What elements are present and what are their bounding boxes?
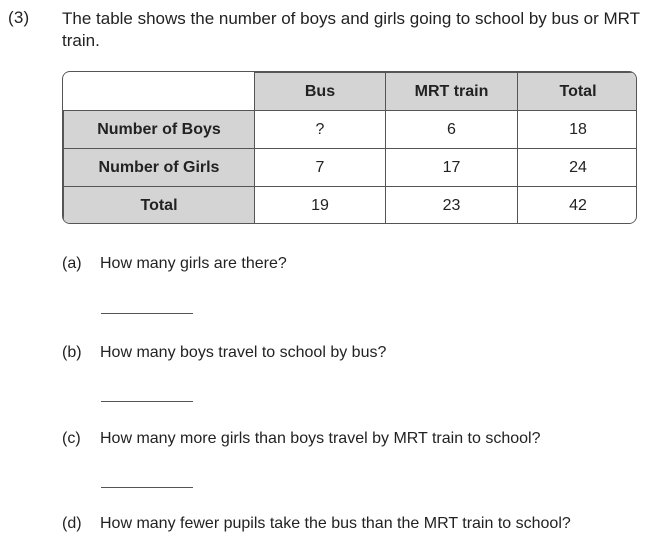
part-d-label: (d) xyxy=(62,515,82,532)
cell-total-mrt: 23 xyxy=(386,187,518,225)
header-total: Total xyxy=(518,73,638,111)
row-label-total: Total xyxy=(64,187,255,225)
cell-boys-bus: ? xyxy=(255,111,386,149)
cell-total-total: 42 xyxy=(518,187,638,225)
table-row xyxy=(64,111,638,149)
part-b-text: How many boys travel to school by bus? xyxy=(100,344,387,361)
answer-line-c[interactable] xyxy=(101,487,193,488)
cell-boys-mrt: 6 xyxy=(386,111,518,149)
data-table xyxy=(62,71,637,224)
cell-girls-mrt: 17 xyxy=(386,149,518,187)
cell-total-bus: 19 xyxy=(255,187,386,225)
part-c xyxy=(62,430,540,448)
answer-line-a[interactable] xyxy=(101,313,193,314)
part-b xyxy=(62,344,386,362)
header-mrt-train: MRT train xyxy=(386,73,518,111)
part-c-label: (c) xyxy=(62,430,81,447)
cell-girls-total: 24 xyxy=(518,149,638,187)
row-label-boys: Number of Boys xyxy=(64,111,255,149)
part-a-text: How many girls are there? xyxy=(100,255,287,272)
part-d-text: How many fewer pupils take the bus than the MRT train to school? xyxy=(100,515,571,532)
table-row xyxy=(64,187,638,225)
part-c-text: How many more girls than boys travel by MRT train to school? xyxy=(100,430,541,447)
table-row xyxy=(64,149,638,187)
cell-boys-total: 18 xyxy=(518,111,638,149)
cell-girls-bus: 7 xyxy=(255,149,386,187)
header-bus: Bus xyxy=(255,73,386,111)
part-a-label: (a) xyxy=(62,255,82,272)
part-b-label: (b) xyxy=(62,344,82,361)
row-label-girls: Number of Girls xyxy=(64,149,255,187)
table-corner-cell xyxy=(64,73,255,111)
question-number: (3) xyxy=(8,8,30,27)
part-a xyxy=(62,255,287,273)
answer-line-b[interactable] xyxy=(101,401,193,402)
question-stem: The table shows the number of boys and girls going to school by bus or MRT train. xyxy=(62,9,640,50)
part-d xyxy=(62,515,571,533)
table-header-row xyxy=(64,73,638,111)
